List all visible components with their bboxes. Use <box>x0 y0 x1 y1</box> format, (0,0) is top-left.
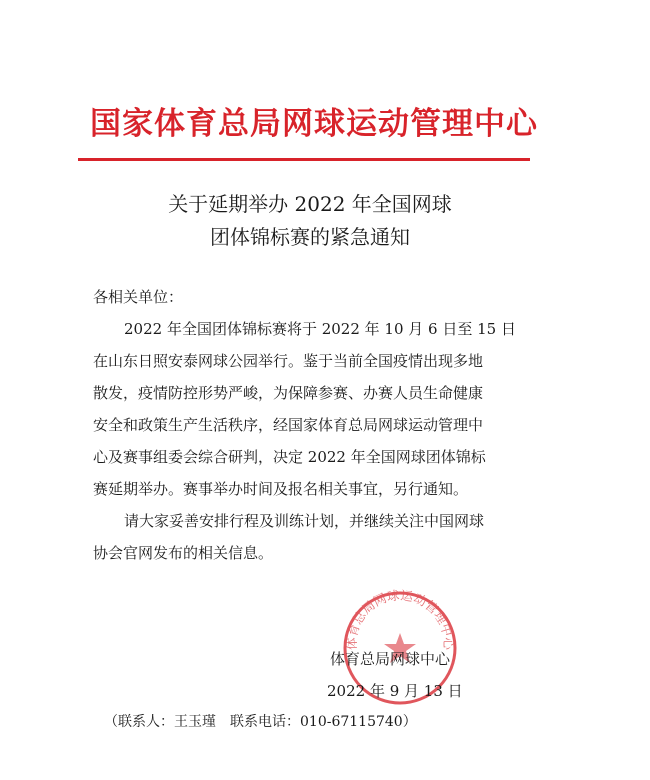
notice-title-line-2: 团体锦标赛的紧急通知 <box>210 225 410 249</box>
seal-text-path: 体育总局网球运动管理中心 <box>343 588 457 650</box>
paragraph-1-line-1: 2022 年全国团体锦标赛将于 2022 年 10 月 6 日至 15 日 <box>124 320 516 338</box>
issuer-name: 体育总局网球中心 <box>330 650 451 668</box>
paragraph-2-line-2: 协会官网发布的相关信息。 <box>93 544 274 562</box>
paragraph-1-line-2: 在山东日照安泰网球公园举行。鉴于当前全国疫情出现多地 <box>93 352 484 370</box>
letterhead-org-name: 国家体育总局网球运动管理中心 <box>90 106 538 142</box>
salutation: 各相关单位： <box>93 288 184 306</box>
paragraph-1-line-4: 安全和政策生产生活秩序，经国家体育总局网球运动管理中 <box>93 416 484 434</box>
notice-title-line-1: 关于延期举办 2022 年全国网球 <box>168 192 452 216</box>
paragraph-2-line-1: 请大家妥善安排行程及训练计划，并继续关注中国网球 <box>124 512 485 530</box>
contact-info: （联系人：王玉瑾 联系电话：010-67115740） <box>104 714 417 730</box>
paragraph-1-line-5: 心及赛事组委会综合研判，决定 2022 年全国网球团体锦标 <box>93 448 486 466</box>
paragraph-1-line-6: 赛延期举办。赛事举办时间及报名相关事宜，另行通知。 <box>93 480 469 498</box>
letterhead-red-rule <box>78 158 530 161</box>
issue-date: 2022 年 9 月 13 日 <box>327 682 463 700</box>
paragraph-1-line-3: 散发，疫情防控形势严峻，为保障参赛、办赛人员生命健康 <box>93 384 484 402</box>
